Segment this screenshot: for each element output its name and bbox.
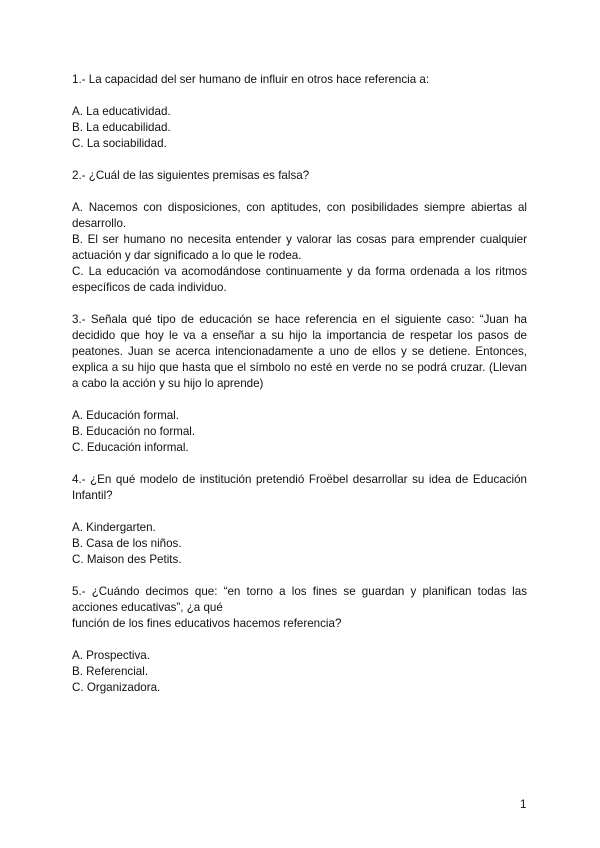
question-1	[72, 72, 527, 152]
question-stem-line-2: función de los fines educativos hacemos referencia?	[72, 617, 342, 630]
page-number: 1	[520, 798, 527, 811]
question-stem: 4.- ¿En qué modelo de institución pretendió Froëbel desarrollar su idea de Educación Infantil?	[72, 473, 527, 502]
question-2	[72, 168, 527, 296]
options-list	[72, 104, 527, 152]
option-b: B. La educabilidad.	[72, 121, 171, 134]
option-a: A. Prospectiva.	[72, 649, 150, 662]
option-b: B. Referencial.	[72, 665, 149, 678]
option-a: A. Nacemos con disposiciones, con aptitudes, con posibilidades siempre abiertas al desarrollo.	[72, 201, 527, 230]
option-c: C. Organizadora.	[72, 681, 161, 694]
option-c: C. Educación informal.	[72, 441, 189, 454]
question-4	[72, 472, 527, 568]
option-c: C. Maison des Petits.	[72, 553, 182, 566]
option-b: B. El ser humano no necesita entender y valorar las cosas para emprender cualquier actuación y dar significado a lo que le rodea.	[72, 233, 527, 262]
question-3	[72, 312, 527, 456]
question-stem-line-1: 5.- ¿Cuándo decimos que: “en torno a los fines se guardan y planifican todas las acciones educativas”, ¿a qué	[72, 585, 527, 614]
option-c: C. La educación va acomodándose continuamente y da forma ordenada a los ritmos específicos de cada individuo.	[72, 265, 527, 294]
question-stem: 3.- Señala qué tipo de educación se hace referencia en el siguiente caso: “Juan ha decidido que hoy le va a enseñar a su hijo la importancia de respetar los pasos de peatones. Juan se acerca intencionadamente a uno de ellos y se detiene. Entonces, explica a su hijo que hasta que el símbolo no esté en verde no se podrá cruzar. (Llevan a cabo la acción y su hijo lo aprende)	[72, 313, 527, 390]
question-stem: 2.- ¿Cuál de las siguientes premisas es falsa?	[72, 169, 310, 182]
option-b: B. Casa de los niños.	[72, 537, 182, 550]
option-c: C. La sociabilidad.	[72, 137, 167, 150]
options-list	[72, 648, 527, 696]
question-5	[72, 584, 527, 696]
options-list	[72, 200, 527, 296]
question-stem: 1.- La capacidad del ser humano de influir en otros hace referencia a:	[72, 73, 430, 86]
option-a: A. La educatividad.	[72, 105, 171, 118]
option-a: A. Educación formal.	[72, 409, 179, 422]
document-page	[72, 72, 527, 712]
options-list	[72, 408, 527, 456]
option-a: A. Kindergarten.	[72, 521, 156, 534]
option-b: B. Educación no formal.	[72, 425, 196, 438]
options-list	[72, 520, 527, 568]
